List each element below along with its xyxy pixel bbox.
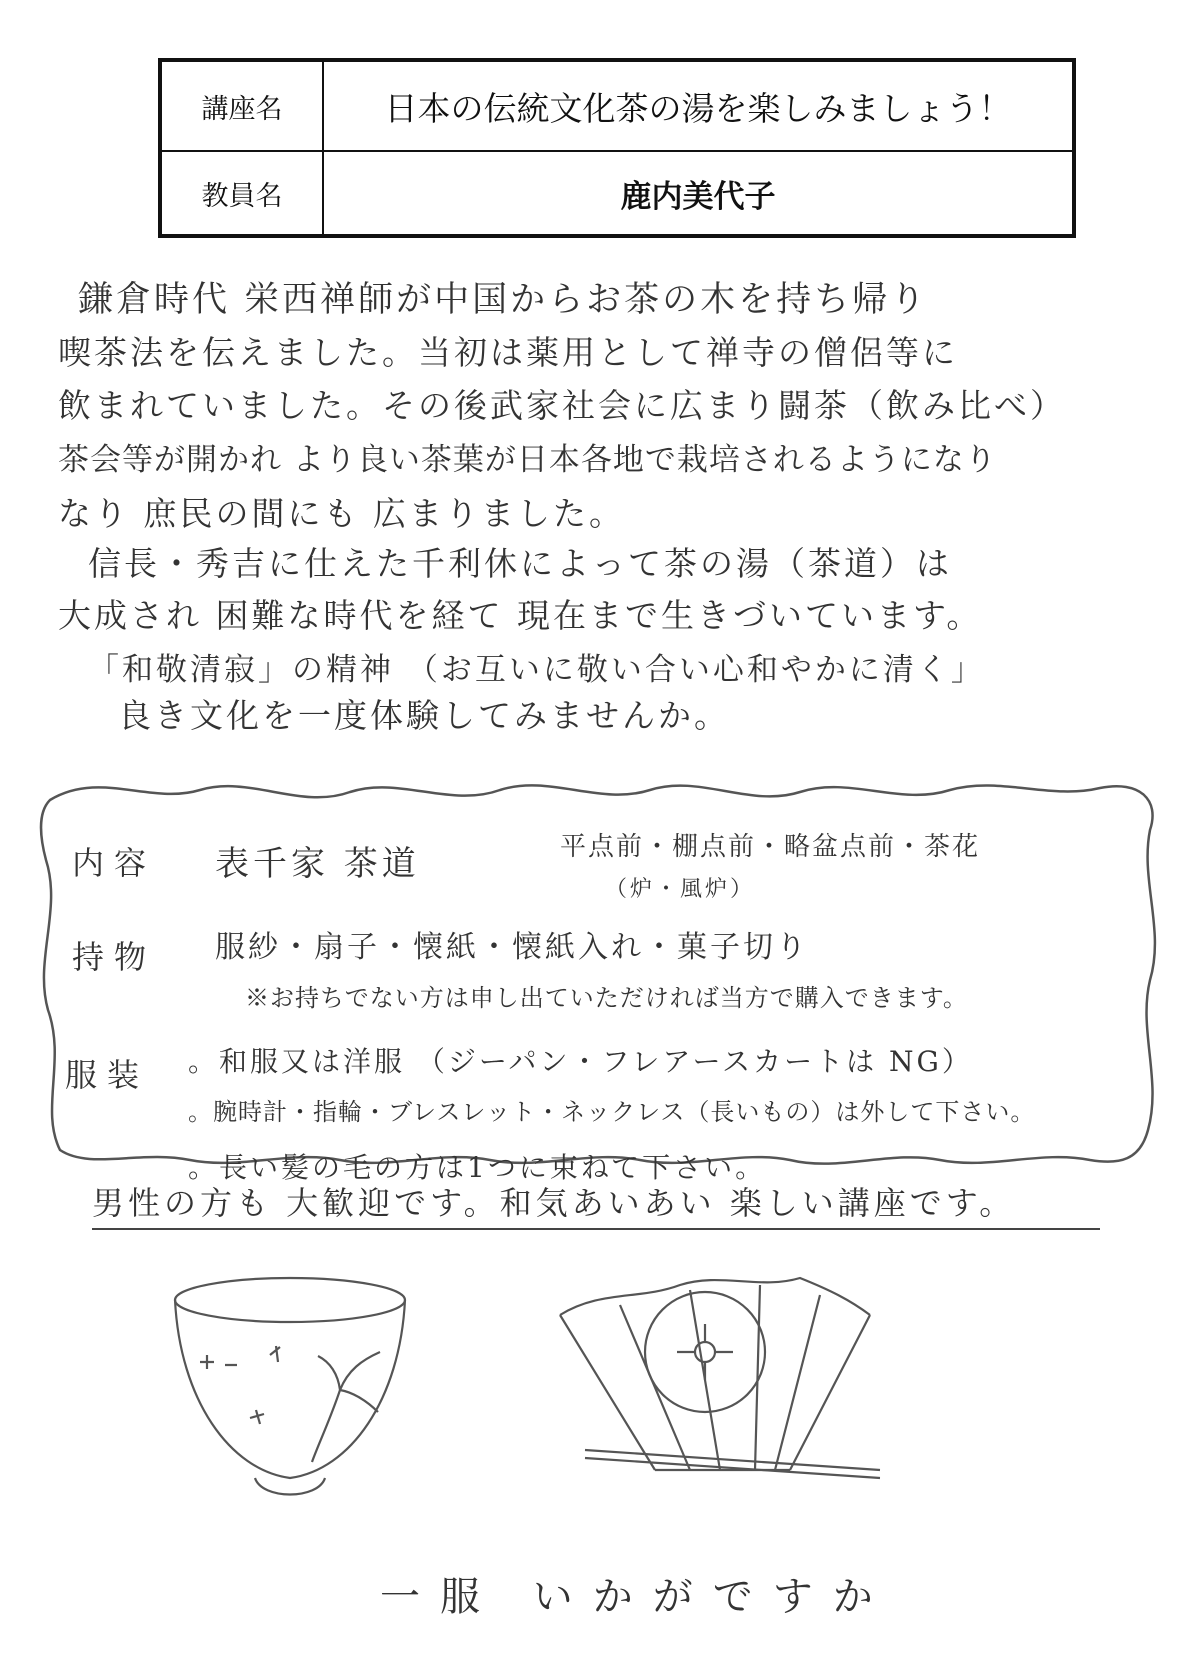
intro-line: 「和敬清寂」の精神 （お互いに敬い合い心和やかに清く」 <box>88 652 985 688</box>
items-label: 持物 <box>72 938 157 976</box>
intro-line: 良き文化を一度体験してみませんか。 <box>118 696 730 735</box>
content-items: 平点前・棚点前・略盆点前・茶花 <box>560 832 981 862</box>
intro-line: 茶会等が開かれ より良い茶葉が日本各地で栽培されるようになり <box>58 442 997 478</box>
closing-message: 男性の方も 大歓迎です。和気あいあい 楽しい講座です。 <box>92 1184 1016 1222</box>
intro-line: 喫茶法を伝えました。当初は薬用として禅寺の僧侶等に <box>58 333 958 372</box>
course-label: 講座名 <box>162 62 324 150</box>
intro-line: 信長・秀吉に仕えた千利休によって茶の湯（茶道）は <box>88 544 952 583</box>
teacher-name: 鹿内美代子 <box>620 178 776 215</box>
dress-rule: 。長い髪の毛の方は1つに束ねて下さい。 <box>188 1151 767 1184</box>
items-note: ※お持ちでない方は申し出ていただければ当方で購入できます。 <box>245 984 968 1012</box>
course-title: 日本の伝統文化茶の湯を楽しみましょう！ <box>384 88 1012 128</box>
folding-fan-illustration <box>560 1278 880 1478</box>
intro-line: なり 庶民の間にも 広まりました。 <box>58 494 625 533</box>
teacher-label: 教員名 <box>162 150 324 236</box>
intro-line: 飲まれていました。その後武家社会に広まり闘茶（飲み比べ） <box>58 386 1066 425</box>
tea-bowl-illustration <box>175 1278 405 1495</box>
dress-label: 服装 <box>65 1056 150 1094</box>
bottom-caption: 一服 いかがですか <box>380 1574 893 1620</box>
dress-rule: 。腕時計・指輪・ブレスレット・ネックレス（長いもの）は外して下さい。 <box>188 1098 1036 1126</box>
content-value: 表千家 茶道 <box>215 844 420 884</box>
items-value: 服紗・扇子・懐紙・懐紙入れ・菓子切り <box>215 930 809 965</box>
content-note: （炉・風炉） <box>605 877 756 902</box>
content-label: 内容 <box>72 844 157 882</box>
intro-line: 大成され 困難な時代を経て 現在まで生きづいています。 <box>58 596 983 635</box>
intro-line: 鎌倉時代 栄西禅師が中国からお茶の木を持ち帰り <box>78 280 929 320</box>
dress-rule: 。和服又は洋服 （ジーパン・フレアースカートは NG） <box>188 1045 973 1078</box>
